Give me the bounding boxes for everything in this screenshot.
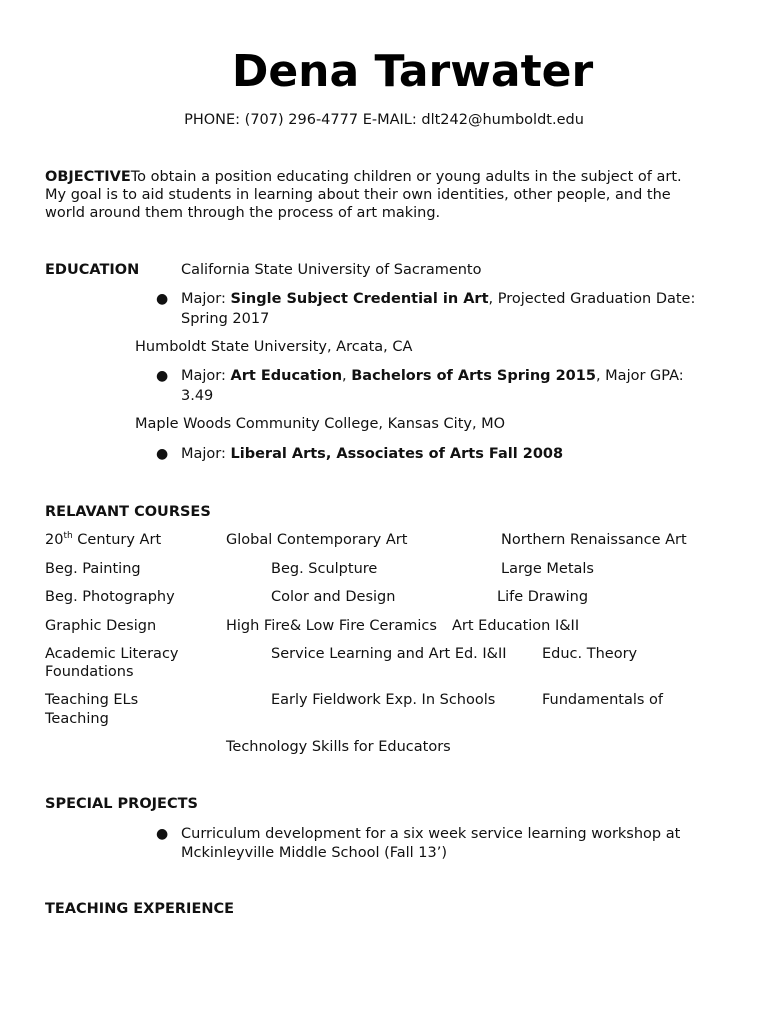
separator: , bbox=[325, 446, 337, 462]
school-2-degree: Bachelors of Arts Spring 2015 bbox=[351, 368, 596, 384]
special-project-line-2: Mckinleyville Middle School (Fall 13’) bbox=[181, 845, 448, 861]
course-beg-photography: Beg. Photography bbox=[45, 589, 175, 605]
course-20th-century-art: 20th Century Art bbox=[45, 531, 162, 548]
school-1-date: Spring 2017 bbox=[181, 311, 270, 327]
bullet-icon: ● bbox=[156, 826, 169, 842]
major-prefix: Major: bbox=[181, 368, 231, 384]
school-2-gpa: 3.49 bbox=[181, 388, 214, 404]
school-1: California State University of Sacramento bbox=[181, 262, 482, 278]
course-global-contemporary-art: Global Contemporary Art bbox=[226, 532, 408, 548]
course-art-education: Art Education I&II bbox=[452, 618, 580, 634]
course-academic-literacy-2: Foundations bbox=[45, 664, 134, 680]
special-project-line-1: Curriculum development for a six week service learning workshop at bbox=[181, 826, 681, 842]
course-northern-renaissance-art: Northern Renaissance Art bbox=[501, 532, 687, 548]
contact-line: PHONE: (707) 296-4777 E-MAIL: dlt242@humboldt.edu bbox=[184, 112, 584, 128]
objective-text-1: To obtain a position educating children or young adults in the subject of art. bbox=[130, 169, 682, 185]
education-heading: EDUCATION bbox=[45, 262, 140, 278]
course-service-learning: Service Learning and Art Ed. I&II bbox=[271, 646, 507, 662]
school-3-major-line bbox=[181, 445, 563, 464]
school-3-major: Liberal Arts bbox=[230, 446, 326, 462]
school-2: Humboldt State University, Arcata, CA bbox=[135, 339, 413, 355]
bullet-icon: ● bbox=[156, 446, 169, 462]
course-academic-literacy-1: Academic Literacy bbox=[45, 646, 179, 662]
school-3-degree: Associates of Arts Fall 2008 bbox=[336, 446, 564, 462]
special-projects-heading: SPECIAL PROJECTS bbox=[45, 796, 198, 812]
objective-line-1 bbox=[45, 168, 682, 187]
course-early-fieldwork: Early Fieldwork Exp. In Schools bbox=[271, 692, 496, 708]
objective-label: OBJECTIVE bbox=[45, 169, 131, 185]
course-teaching-els-2: Teaching bbox=[45, 711, 109, 727]
major-prefix: Major: bbox=[181, 446, 231, 462]
courses-heading: RELAVANT COURSES bbox=[45, 504, 211, 520]
course-graphic-design: Graphic Design bbox=[45, 618, 157, 634]
teaching-experience-heading: TEACHING EXPERIENCE bbox=[45, 901, 235, 917]
major-prefix: Major: bbox=[181, 291, 231, 307]
school-2-major-line bbox=[181, 367, 684, 386]
school-1-major: Single Subject Credential in Art bbox=[230, 291, 489, 307]
school-2-major: Art Education bbox=[230, 368, 343, 384]
applicant-name: Dena Tarwater bbox=[231, 46, 594, 97]
course-ceramics: High Fire& Low Fire Ceramics bbox=[226, 618, 437, 634]
objective-text-2: My goal is to aid students in learning about their own identities, other people, and the bbox=[45, 187, 671, 203]
course-color-and-design: Color and Design bbox=[271, 589, 396, 605]
course-beg-sculpture: Beg. Sculpture bbox=[271, 561, 378, 577]
objective-text-3: world around them through the process of art making. bbox=[45, 205, 441, 221]
course-large-metals: Large Metals bbox=[501, 561, 594, 577]
course-fundamentals-of: Fundamentals of bbox=[542, 692, 663, 708]
school-3: Maple Woods Community College, Kansas City, MO bbox=[135, 416, 506, 432]
course-life-drawing: Life Drawing bbox=[497, 589, 589, 605]
school-1-major-line bbox=[181, 290, 695, 309]
course-educ-theory: Educ. Theory bbox=[542, 646, 638, 662]
course-technology-skills: Technology Skills for Educators bbox=[226, 739, 451, 755]
school-2-rest: , Major GPA: bbox=[595, 368, 684, 384]
course-teaching-els-1: Teaching ELs bbox=[45, 692, 139, 708]
course-beg-painting: Beg. Painting bbox=[45, 561, 141, 577]
bullet-icon: ● bbox=[156, 291, 169, 307]
school-1-rest: , Projected Graduation Date: bbox=[488, 291, 696, 307]
separator: , bbox=[342, 368, 352, 384]
bullet-icon: ● bbox=[156, 368, 169, 384]
